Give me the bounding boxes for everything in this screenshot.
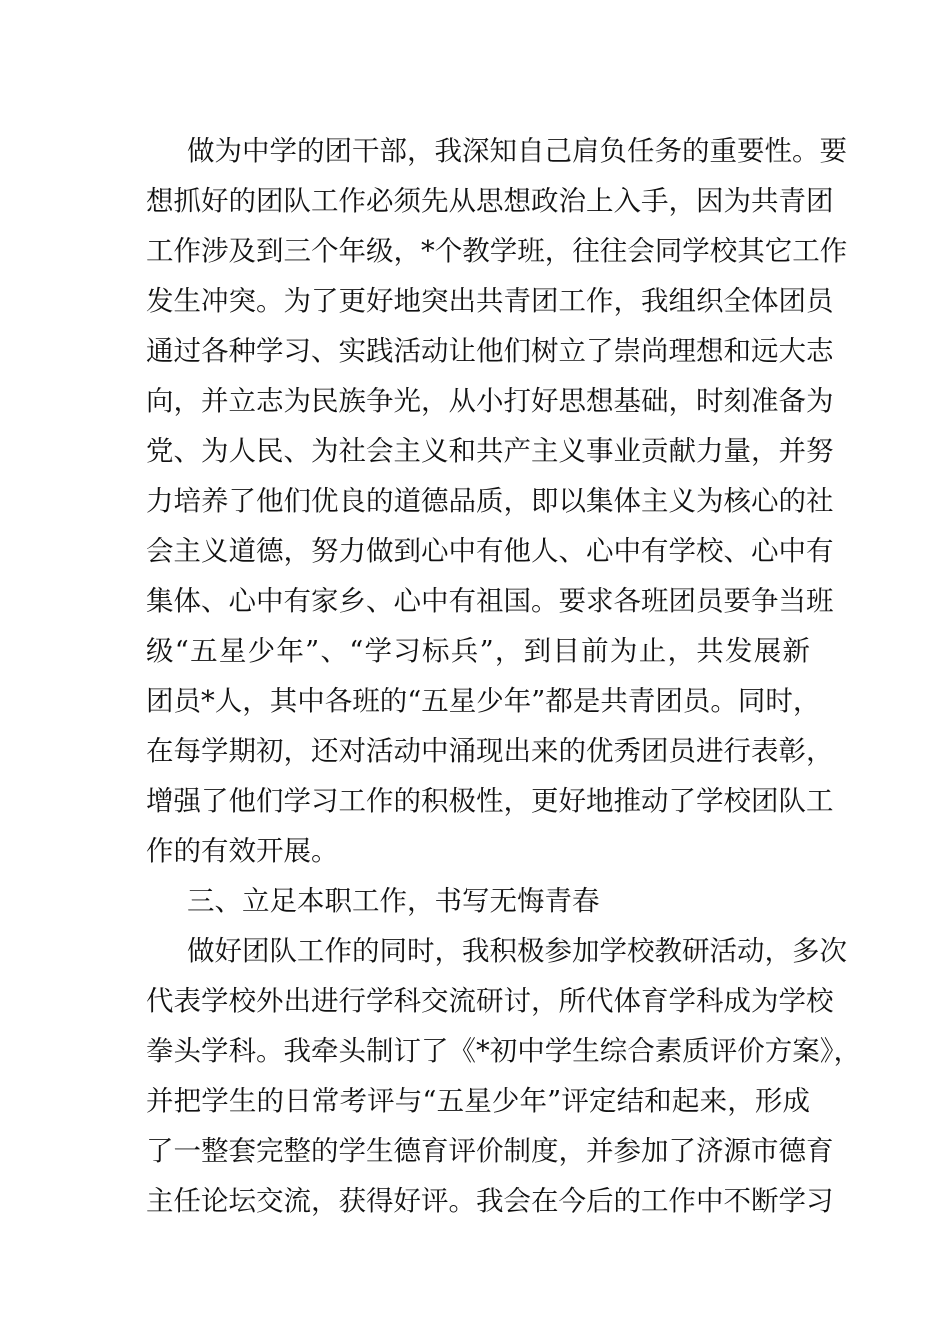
- paragraph-1-line-14: 增强了他们学习工作的积极性，更好地推动了学校团队工: [146, 785, 834, 817]
- paragraph-1-line-1: 做为中学的团干部，我深知自己肩负任务的重要性。要: [187, 135, 847, 167]
- paragraph-1-line-11: 级“五星少年”、“学习标兵”，到目前为止，共发展新: [146, 635, 810, 667]
- paragraph-1-line-9: 会主义道德，努力做到心中有他人、心中有学校、心中有: [146, 535, 834, 567]
- section-heading: 三、立足本职工作，书写无悔青春: [187, 885, 600, 917]
- paragraph-2-line-1: 做好团队工作的同时，我积极参加学校教研活动，多次: [187, 935, 847, 967]
- paragraph-1-line-8: 力培养了他们优良的道德品质，即以集体主义为核心的社: [146, 485, 834, 517]
- paragraph-2-line-2: 代表学校外出进行学科交流研讨，所代体育学科成为学校: [146, 985, 834, 1017]
- document-body: [146, 126, 861, 1226]
- paragraph-1-line-7: 党、为人民、为社会主义和共产主义事业贡献力量，并努: [146, 435, 834, 467]
- paragraph-1-line-15: 作的有效开展。: [146, 835, 339, 867]
- paragraph-1-line-4: 发生冲突。为了更好地突出共青团工作，我组织全体团员: [146, 285, 834, 317]
- paragraph-1-line-6: 向，并立志为民族争光，从小打好思想基础，时刻准备为: [146, 385, 834, 417]
- paragraph-1-line-5: 通过各种学习、实践活动让他们树立了崇尚理想和远大志: [146, 335, 834, 367]
- paragraph-1-line-13: 在每学期初，还对活动中涌现出来的优秀团员进行表彰，: [146, 735, 834, 767]
- paragraph-2-line-3: 拳头学科。我牵头制订了《*初中学生综合素质评价方案》，: [146, 1035, 861, 1067]
- paragraph-1-line-2: 想抓好的团队工作必须先从思想政治上入手，因为共青团: [146, 185, 834, 217]
- paragraph-1-line-10: 集体、心中有家乡、心中有祖国。要求各班团员要争当班: [146, 585, 834, 617]
- paragraph-2-line-4: 并把学生的日常考评与“五星少年”评定结和起来，形成: [146, 1085, 810, 1117]
- paragraph-1-line-3: 工作涉及到三个年级，*个教学班，往往会同学校其它工作: [146, 235, 848, 267]
- paragraph-2-line-5: 了一整套完整的学生德育评价制度，并参加了济源市德育: [146, 1135, 834, 1167]
- paragraph-2-line-6: 主任论坛交流，获得好评。我会在今后的工作中不断学习: [146, 1185, 834, 1217]
- paragraph-1-line-12: 团员*人，其中各班的“五星少年”都是共青团员。同时，: [146, 685, 821, 717]
